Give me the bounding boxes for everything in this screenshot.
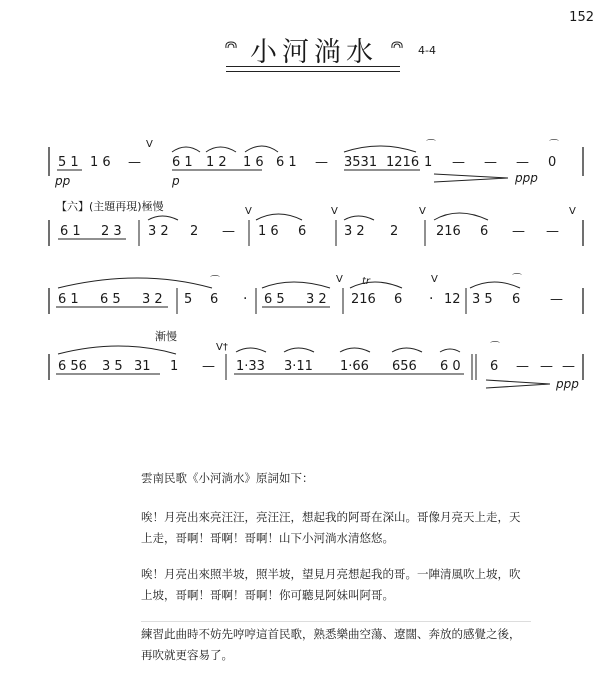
note-group: 5 [184,292,193,307]
note-group: 3 2 [344,224,365,239]
note-group: 2 [390,224,399,239]
slur [284,348,314,352]
breath-mark: V [569,206,576,217]
note-group: 12 [444,292,461,307]
dash: — [562,359,575,374]
note-group: 3 5 [472,292,493,307]
note-group: 3 5 [102,359,123,374]
breath-mark: V [331,206,338,217]
decrescendo [486,380,550,388]
note-group: 6 [480,224,489,239]
note-group: 1 [424,155,433,170]
breath-mark: V [245,206,252,217]
note-group: 3 2 [148,224,169,239]
lyrics-verse-1: 唉！月亮出來亮汪汪，亮汪汪，想起我的阿哥在深山。哥像月亮天上走，天上走，哥啊！哥啊！哥啊！山下小河淌水清悠悠。 [141,510,521,545]
dash: — [484,155,497,170]
note-group: 2 3 [101,224,122,239]
slur [256,214,302,220]
fermata: ⌒ [426,140,436,151]
note-group: 6 1 [172,155,193,170]
fermata: ⌒ [549,140,559,151]
note-group: 216 [351,292,376,307]
score-row-1 [49,139,583,188]
note-group: 1 2 [206,155,227,170]
note-group: 656 [392,359,417,374]
slur [344,216,374,220]
slur [58,278,212,288]
page-number: 152 [569,10,594,25]
lyrics-section [141,468,531,681]
slur [392,348,422,352]
note-group: 3531 [344,155,378,170]
section-label: 【六】(主題再現)極慢 [56,200,164,213]
note-group: 6 0 [440,359,461,374]
dynamic: ppp [556,377,579,391]
note-group: 1 6 [90,155,111,170]
note-group: 0 [548,155,557,170]
breath-mark: V [419,206,426,217]
breath-mark: V† [216,342,228,353]
tempo-mark: 漸慢 [155,330,177,343]
practice-tip: 練習此曲時不妨先哼哼這首民歌，熟悉樂曲空蕩、遼闊、奔放的感覺之後，再吹就更容易了。 [141,621,531,666]
note-group: 1·66 [340,359,369,374]
dash: — [540,359,553,374]
note-group: 3·11 [284,359,313,374]
dot: · [429,291,434,307]
score-row-3 [49,273,583,314]
slur [172,147,200,152]
fermata: ⌒ [512,274,522,285]
score-row-2 [49,199,583,246]
note-group: 216 [436,224,461,239]
dash: — [516,155,529,170]
slur [340,348,370,352]
note-group: 1 [170,359,179,374]
note-group: 6 56 [58,359,87,374]
dash: — [128,155,141,170]
time-signature: 4-4 [418,44,436,57]
note-group: 6 5 [100,292,121,307]
note-group: 31 [134,359,151,374]
dash: — [452,155,465,170]
breath-mark: V [431,274,438,285]
score-row-4 [49,329,583,391]
note-group: 6 [394,292,403,307]
dash: — [202,359,215,374]
note-group: 6 [210,292,219,307]
slur [148,216,178,220]
slur [58,346,176,354]
lyrics-intro: 雲南民歌《小河淌水》原詞如下： [141,471,314,485]
note-group: 6 [512,292,521,307]
dash: — [512,224,525,239]
dash: — [546,224,559,239]
slur [206,147,236,152]
dynamic: pp [55,174,71,188]
slur [245,146,278,152]
dot: · [243,291,248,307]
breath-mark: V [146,139,153,150]
dynamic: p [172,174,180,188]
slur [350,282,402,288]
song-title: 小河淌水 [250,37,378,68]
note-group: 1 6 [243,155,264,170]
slur [236,348,266,352]
note-group: 6 1 [276,155,297,170]
note-group: 6 1 [58,292,79,307]
lyrics-verse-2: 唉！月亮出來照半坡，照半坡，望見月亮想起我的哥。一陣清風吹上坡，吹上坡，哥啊！哥啊！哥啊！你可聽見阿妹叫阿哥。 [141,567,521,602]
note-group: 3 2 [306,292,327,307]
note-group: 1 6 [258,224,279,239]
note-group: 6 [298,224,307,239]
note-group: 6 [490,359,499,374]
note-group: 1216 [386,155,420,170]
breath-mark: V [336,274,343,285]
dash: — [550,292,563,307]
note-group: 6 1 [60,224,81,239]
trill-ornament: tr [362,276,371,287]
slur [440,349,460,352]
slur [434,213,488,220]
note-group: 2 [190,224,199,239]
note-group: 3 2 [142,292,163,307]
note-group: 1·33 [236,359,265,374]
note-group: 6 5 [264,292,285,307]
dash: — [315,155,328,170]
slur [344,146,416,152]
decrescendo [434,174,508,182]
fermata: ⌒ [490,342,500,353]
dash: — [222,224,235,239]
dash: — [516,359,529,374]
fermata: ⌒ [210,276,220,287]
note-group: 5 1 [58,155,79,170]
slur [262,282,330,288]
dynamic: ppp [515,171,538,185]
